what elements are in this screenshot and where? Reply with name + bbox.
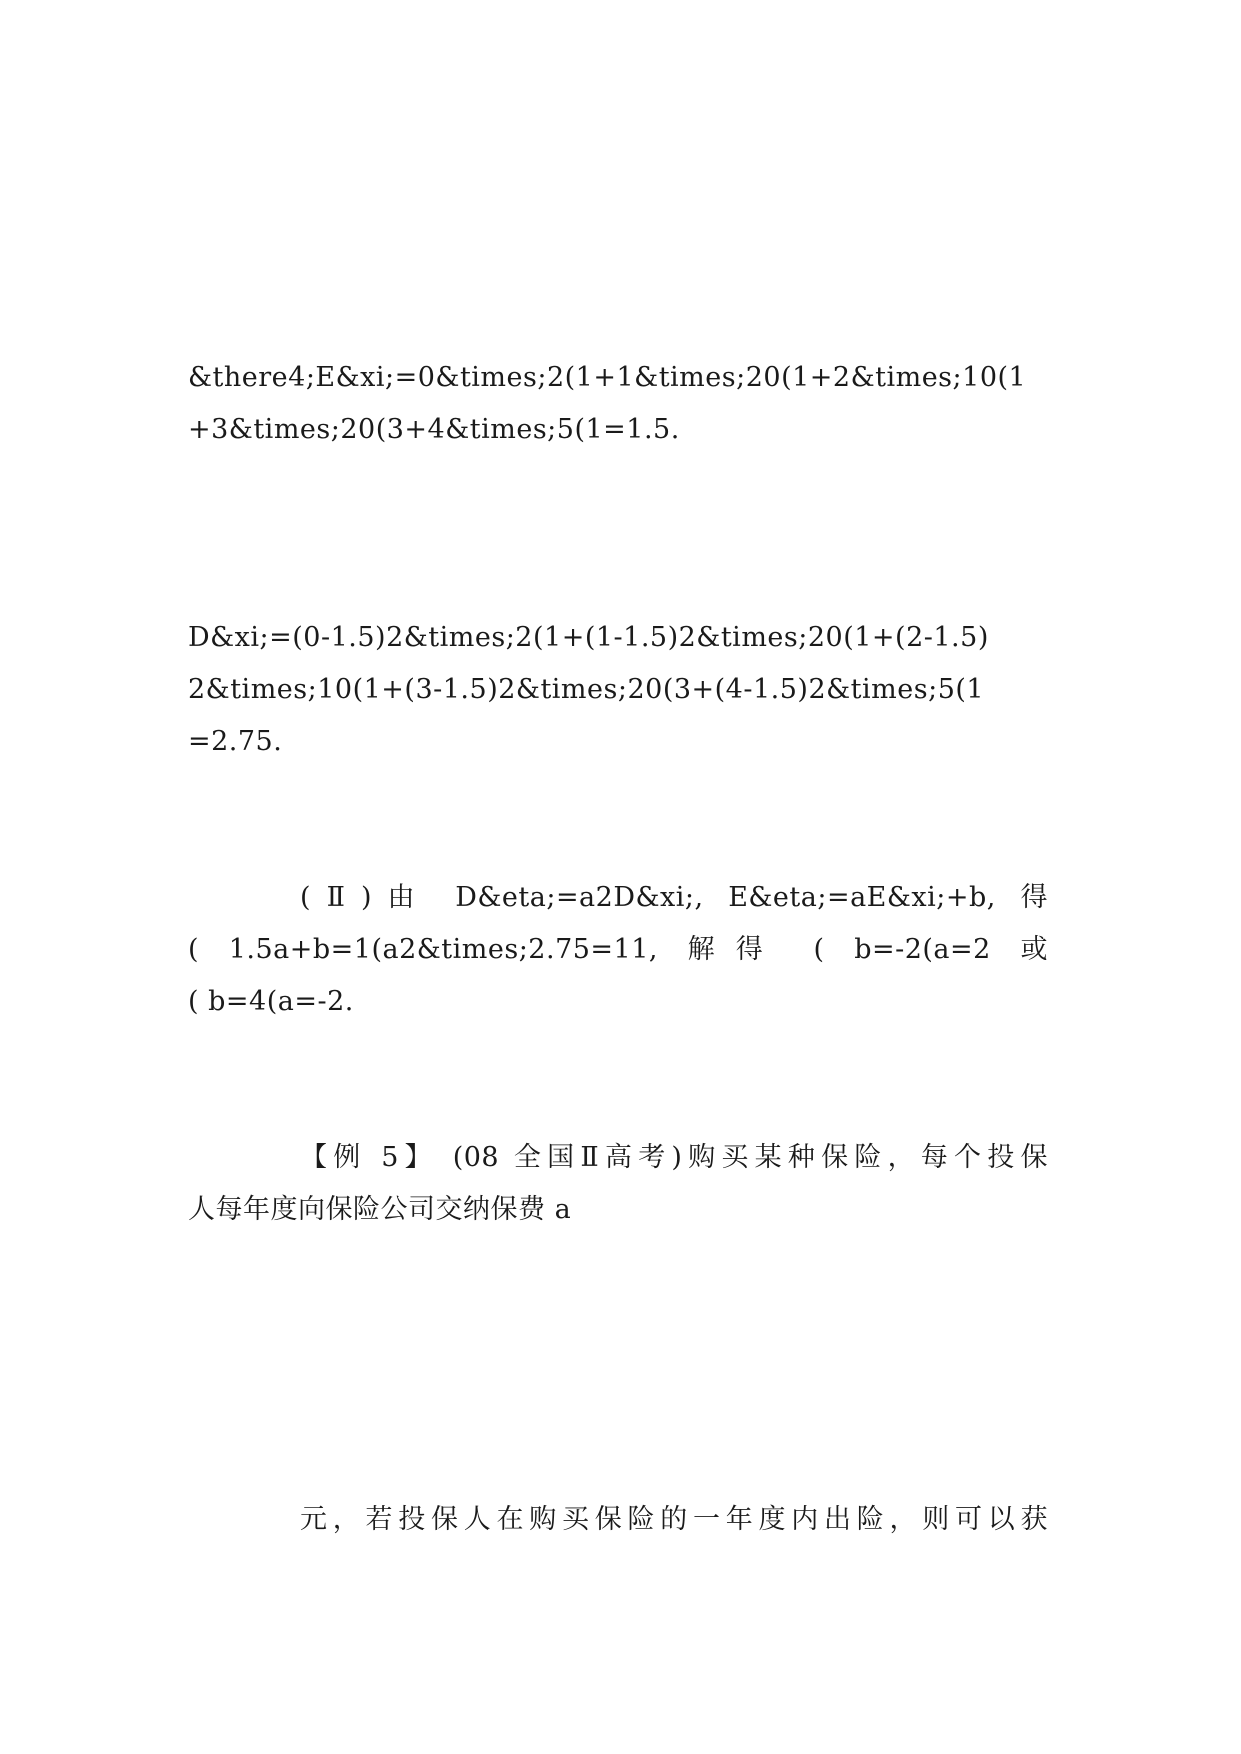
- example-5-line-3: 元，若投保人在购买保险的一年度内出险，则可以获: [300, 1504, 1048, 1535]
- variance-line-1: D&xi;=(0-1.5)2&times;2(1+(1-1.5)2&times;20(1+(2-1.5): [188, 622, 989, 653]
- part-two-line-3: ( b=4(a=-2.: [188, 986, 354, 1017]
- variance-line-2: 2&times;10(1+(3-1.5)2&times;20(3+(4-1.5)2&times;5(1: [188, 674, 985, 705]
- expectation-line-1: &there4;E&xi;=0&times;2(1+1&times;20(1+2&times;10(1: [188, 362, 1027, 393]
- example-5-line-1: 【例 5】 (08 全国Ⅱ高考)购买某种保险，每个投保: [300, 1142, 1048, 1173]
- variance-line-3: =2.75.: [188, 726, 283, 757]
- example-5-line-2: 人每年度向保险公司交纳保费 a: [188, 1194, 572, 1225]
- part-two-line-1: (Ⅱ)由 D&eta;=a2D&xi;, E&eta;=aE&xi;+b, 得: [300, 882, 1048, 913]
- part-two-line-2: ( 1.5a+b=1(a2&times;2.75=11, 解得 ( b=-2(a=2 或: [188, 934, 1048, 965]
- expectation-line-2: +3&times;20(3+4&times;5(1=1.5.: [188, 414, 680, 445]
